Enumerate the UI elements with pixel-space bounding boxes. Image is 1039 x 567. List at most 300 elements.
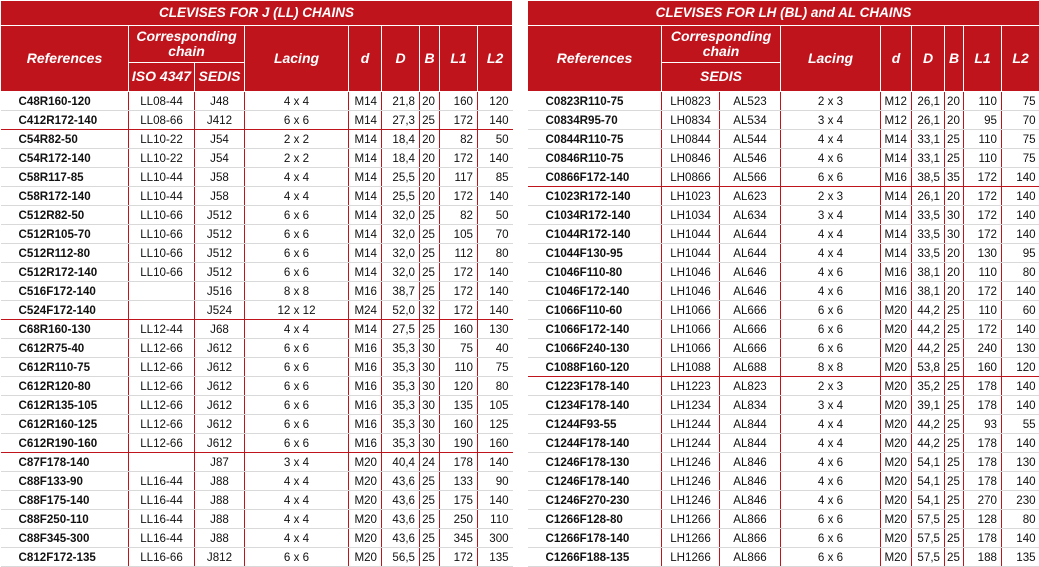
sedis-cell: J612 bbox=[195, 415, 245, 434]
chain-cell: LH1046 bbox=[662, 282, 720, 301]
B-cell: 25 bbox=[945, 434, 964, 453]
L2-cell: 300 bbox=[478, 529, 513, 548]
lacing-cell: 6 x 6 bbox=[245, 434, 349, 453]
chain-cell: LH1066 bbox=[662, 301, 720, 320]
sedis-cell: AL866 bbox=[720, 529, 781, 548]
d-cell: M20 bbox=[349, 548, 382, 567]
chain-cell: LH1046 bbox=[662, 263, 720, 282]
L1-cell: 178 bbox=[964, 453, 1002, 472]
L2-cell: 75 bbox=[1002, 130, 1039, 149]
L2-cell: 135 bbox=[1002, 548, 1039, 567]
B-cell: 20 bbox=[420, 149, 440, 168]
reference-cell: C88F175-140 bbox=[1, 491, 129, 510]
lacing-cell: 6 x 6 bbox=[245, 548, 349, 567]
B-cell: 20 bbox=[945, 92, 964, 111]
L2-cell: 140 bbox=[1002, 434, 1039, 453]
reference-cell: C1066F240-130 bbox=[528, 339, 662, 358]
table-row bbox=[1, 529, 513, 548]
sedis-cell: AL644 bbox=[720, 225, 781, 244]
table-row bbox=[528, 206, 1039, 225]
L2-cell: 120 bbox=[478, 92, 513, 111]
B-cell: 25 bbox=[945, 510, 964, 529]
L1-cell: 160 bbox=[440, 320, 478, 339]
L2-cell: 70 bbox=[1002, 111, 1039, 130]
L2-cell: 140 bbox=[1002, 168, 1039, 187]
sedis-cell: AL646 bbox=[720, 282, 781, 301]
L1-cell: 175 bbox=[440, 491, 478, 510]
d-cell: M14 bbox=[881, 187, 912, 206]
B-cell: 25 bbox=[945, 377, 964, 396]
lacing-cell: 6 x 6 bbox=[245, 111, 349, 130]
d-cell: M20 bbox=[881, 453, 912, 472]
B-cell: 25 bbox=[945, 130, 964, 149]
col-L1: L1 bbox=[964, 26, 1002, 92]
L1-cell: 112 bbox=[440, 244, 478, 263]
L2-cell: 95 bbox=[1002, 244, 1039, 263]
lacing-cell: 6 x 6 bbox=[245, 339, 349, 358]
reference-cell: C1266F188-135 bbox=[528, 548, 662, 567]
L1-cell: 178 bbox=[964, 396, 1002, 415]
table-title: CLEVISES FOR J (LL) CHAINS bbox=[1, 1, 513, 26]
table-row bbox=[1, 263, 513, 282]
reference-cell: C1246F270-230 bbox=[528, 491, 662, 510]
D-cell: 32,0 bbox=[382, 206, 420, 225]
D-cell: 53,8 bbox=[912, 358, 945, 377]
sedis-cell: J512 bbox=[195, 263, 245, 282]
sedis-cell: AL623 bbox=[720, 187, 781, 206]
reference-cell: C1023R172-140 bbox=[528, 187, 662, 206]
B-cell: 25 bbox=[945, 149, 964, 168]
reference-cell: C48R160-120 bbox=[1, 92, 129, 111]
clevises-lh-al-table bbox=[527, 0, 1039, 567]
lacing-cell: 4 x 4 bbox=[245, 472, 349, 491]
D-cell: 35,3 bbox=[382, 396, 420, 415]
L2-cell: 130 bbox=[1002, 453, 1039, 472]
lacing-cell: 4 x 6 bbox=[781, 453, 881, 472]
D-cell: 32,0 bbox=[382, 225, 420, 244]
L2-cell: 120 bbox=[1002, 358, 1039, 377]
L2-cell: 140 bbox=[1002, 206, 1039, 225]
reference-cell: C68R160-130 bbox=[1, 320, 129, 339]
L2-cell: 140 bbox=[1002, 225, 1039, 244]
col-lacing: Lacing bbox=[781, 26, 881, 92]
L1-cell: 128 bbox=[964, 510, 1002, 529]
table-row bbox=[1, 415, 513, 434]
table-row bbox=[528, 339, 1039, 358]
chain-cell: LL16-44 bbox=[129, 510, 195, 529]
d-cell: M16 bbox=[881, 263, 912, 282]
D-cell: 44,2 bbox=[912, 434, 945, 453]
lacing-cell: 4 x 4 bbox=[781, 225, 881, 244]
sedis-cell: AL544 bbox=[720, 130, 781, 149]
L1-cell: 110 bbox=[964, 130, 1002, 149]
L2-cell: 140 bbox=[478, 491, 513, 510]
reference-cell: C54R172-140 bbox=[1, 149, 129, 168]
D-cell: 25,5 bbox=[382, 187, 420, 206]
table-row bbox=[528, 187, 1039, 206]
reference-cell: C612R110-75 bbox=[1, 358, 129, 377]
L1-cell: 93 bbox=[964, 415, 1002, 434]
d-cell: M20 bbox=[881, 301, 912, 320]
lacing-cell: 2 x 2 bbox=[245, 130, 349, 149]
table-row bbox=[1, 491, 513, 510]
d-cell: M12 bbox=[881, 92, 912, 111]
table-row bbox=[1, 396, 513, 415]
lacing-cell: 8 x 8 bbox=[781, 358, 881, 377]
sedis-cell: AL666 bbox=[720, 339, 781, 358]
reference-cell: C1244F178-140 bbox=[528, 434, 662, 453]
reference-cell: C512R105-70 bbox=[1, 225, 129, 244]
D-cell: 44,2 bbox=[912, 339, 945, 358]
D-cell: 33,1 bbox=[912, 130, 945, 149]
reference-cell: C58R172-140 bbox=[1, 187, 129, 206]
reference-cell: C88F345-300 bbox=[1, 529, 129, 548]
B-cell: 25 bbox=[945, 472, 964, 491]
table-row bbox=[1, 358, 513, 377]
sedis-cell: J512 bbox=[195, 244, 245, 263]
reference-cell: C1234F178-140 bbox=[528, 396, 662, 415]
D-cell: 43,6 bbox=[382, 472, 420, 491]
lacing-cell: 4 x 6 bbox=[781, 263, 881, 282]
d-cell: M14 bbox=[349, 263, 382, 282]
table-row bbox=[1, 92, 513, 111]
lacing-cell: 6 x 6 bbox=[781, 529, 881, 548]
B-cell: 25 bbox=[945, 358, 964, 377]
L2-cell: 90 bbox=[478, 472, 513, 491]
B-cell: 25 bbox=[945, 339, 964, 358]
table-row bbox=[1, 339, 513, 358]
sedis-cell: AL546 bbox=[720, 149, 781, 168]
L1-cell: 172 bbox=[964, 206, 1002, 225]
sedis-cell: J516 bbox=[195, 282, 245, 301]
lacing-cell: 6 x 6 bbox=[245, 415, 349, 434]
L2-cell: 130 bbox=[478, 320, 513, 339]
lacing-cell: 6 x 6 bbox=[781, 510, 881, 529]
chain-cell: LH0834 bbox=[662, 111, 720, 130]
chain-cell: LH1044 bbox=[662, 244, 720, 263]
chain-cell: LH1223 bbox=[662, 377, 720, 396]
B-cell: 25 bbox=[420, 111, 440, 130]
D-cell: 52,0 bbox=[382, 301, 420, 320]
D-cell: 43,6 bbox=[382, 510, 420, 529]
L1-cell: 110 bbox=[440, 358, 478, 377]
d-cell: M14 bbox=[349, 92, 382, 111]
L2-cell: 110 bbox=[478, 510, 513, 529]
L1-cell: 172 bbox=[964, 225, 1002, 244]
table-row bbox=[528, 491, 1039, 510]
B-cell: 20 bbox=[420, 92, 440, 111]
lacing-cell: 6 x 6 bbox=[781, 301, 881, 320]
B-cell: 20 bbox=[420, 130, 440, 149]
d-cell: M20 bbox=[881, 396, 912, 415]
lacing-cell: 4 x 4 bbox=[245, 320, 349, 339]
lacing-cell: 3 x 4 bbox=[781, 206, 881, 225]
D-cell: 33,5 bbox=[912, 225, 945, 244]
B-cell: 25 bbox=[420, 491, 440, 510]
reference-cell: C0846R110-75 bbox=[528, 149, 662, 168]
L1-cell: 188 bbox=[964, 548, 1002, 567]
reference-cell: C512R172-140 bbox=[1, 263, 129, 282]
lacing-cell: 2 x 3 bbox=[781, 377, 881, 396]
table-row bbox=[528, 168, 1039, 187]
reference-cell: C1034R172-140 bbox=[528, 206, 662, 225]
L1-cell: 345 bbox=[440, 529, 478, 548]
D-cell: 38,5 bbox=[912, 168, 945, 187]
d-cell: M16 bbox=[349, 396, 382, 415]
B-cell: 30 bbox=[420, 396, 440, 415]
L2-cell: 50 bbox=[478, 130, 513, 149]
table-row bbox=[1, 472, 513, 491]
table-row bbox=[528, 301, 1039, 320]
D-cell: 38,1 bbox=[912, 282, 945, 301]
L2-cell: 140 bbox=[1002, 377, 1039, 396]
chain-cell: LH1244 bbox=[662, 415, 720, 434]
sedis-cell: AL566 bbox=[720, 168, 781, 187]
reference-cell: C88F133-90 bbox=[1, 472, 129, 491]
L2-cell: 125 bbox=[478, 415, 513, 434]
L2-cell: 105 bbox=[478, 396, 513, 415]
sedis-cell: J68 bbox=[195, 320, 245, 339]
chain-cell: LL16-44 bbox=[129, 529, 195, 548]
reference-cell: C0866F172-140 bbox=[528, 168, 662, 187]
d-cell: M14 bbox=[349, 130, 382, 149]
L1-cell: 270 bbox=[964, 491, 1002, 510]
reference-cell: C0834R95-70 bbox=[528, 111, 662, 130]
B-cell: 25 bbox=[945, 415, 964, 434]
chain-cell: LL08-66 bbox=[129, 111, 195, 130]
d-cell: M20 bbox=[881, 510, 912, 529]
sedis-cell: AL666 bbox=[720, 301, 781, 320]
chain-cell: LH0846 bbox=[662, 149, 720, 168]
d-cell: M16 bbox=[349, 434, 382, 453]
L1-cell: 135 bbox=[440, 396, 478, 415]
reference-cell: C0823R110-75 bbox=[528, 92, 662, 111]
reference-cell: C812F172-135 bbox=[1, 548, 129, 567]
chain-cell: LH1244 bbox=[662, 434, 720, 453]
L1-cell: 75 bbox=[440, 339, 478, 358]
lacing-cell: 6 x 6 bbox=[781, 320, 881, 339]
sedis-cell: AL866 bbox=[720, 548, 781, 567]
sedis-cell: J88 bbox=[195, 529, 245, 548]
D-cell: 32,0 bbox=[382, 244, 420, 263]
chain-cell: LH1023 bbox=[662, 187, 720, 206]
d-cell: M20 bbox=[349, 529, 382, 548]
B-cell: 30 bbox=[420, 415, 440, 434]
L2-cell: 160 bbox=[478, 434, 513, 453]
lacing-cell: 6 x 6 bbox=[245, 377, 349, 396]
table-row bbox=[1, 282, 513, 301]
lacing-cell: 6 x 6 bbox=[245, 206, 349, 225]
lacing-cell: 4 x 4 bbox=[781, 130, 881, 149]
d-cell: M14 bbox=[881, 130, 912, 149]
L1-cell: 178 bbox=[964, 472, 1002, 491]
chain-cell: LL16-44 bbox=[129, 472, 195, 491]
D-cell: 25,5 bbox=[382, 168, 420, 187]
L1-cell: 172 bbox=[964, 320, 1002, 339]
table-row bbox=[1, 206, 513, 225]
B-cell: 20 bbox=[945, 187, 964, 206]
sedis-cell: J88 bbox=[195, 491, 245, 510]
L1-cell: 172 bbox=[964, 168, 1002, 187]
d-cell: M14 bbox=[349, 187, 382, 206]
lacing-cell: 4 x 4 bbox=[781, 244, 881, 263]
D-cell: 39,1 bbox=[912, 396, 945, 415]
D-cell: 44,2 bbox=[912, 415, 945, 434]
reference-cell: C516F172-140 bbox=[1, 282, 129, 301]
table-title: CLEVISES FOR LH (BL) and AL CHAINS bbox=[528, 1, 1039, 26]
B-cell: 25 bbox=[420, 510, 440, 529]
L2-cell: 80 bbox=[478, 244, 513, 263]
D-cell: 18,4 bbox=[382, 149, 420, 168]
lacing-cell: 3 x 4 bbox=[781, 396, 881, 415]
chain-cell: LL10-66 bbox=[129, 225, 195, 244]
col-iso: ISO 4347 bbox=[129, 63, 195, 92]
L1-cell: 160 bbox=[440, 92, 478, 111]
d-cell: M20 bbox=[881, 491, 912, 510]
reference-cell: C58R117-85 bbox=[1, 168, 129, 187]
B-cell: 25 bbox=[945, 453, 964, 472]
D-cell: 32,0 bbox=[382, 263, 420, 282]
d-cell: M16 bbox=[349, 358, 382, 377]
lacing-cell: 6 x 6 bbox=[245, 396, 349, 415]
d-cell: M16 bbox=[881, 168, 912, 187]
col-L1: L1 bbox=[440, 26, 478, 92]
sedis-cell: AL846 bbox=[720, 472, 781, 491]
sedis-cell: AL666 bbox=[720, 320, 781, 339]
L1-cell: 160 bbox=[964, 358, 1002, 377]
d-cell: M14 bbox=[349, 149, 382, 168]
chain-cell: LH1034 bbox=[662, 206, 720, 225]
col-B: B bbox=[420, 26, 440, 92]
B-cell: 25 bbox=[945, 529, 964, 548]
B-cell: 25 bbox=[945, 396, 964, 415]
L1-cell: 172 bbox=[440, 149, 478, 168]
d-cell: M14 bbox=[881, 149, 912, 168]
clevises-j-table bbox=[0, 0, 513, 567]
reference-cell: C1266F128-80 bbox=[528, 510, 662, 529]
reference-cell: C54R82-50 bbox=[1, 130, 129, 149]
sedis-cell: AL846 bbox=[720, 491, 781, 510]
chain-cell: LH1266 bbox=[662, 548, 720, 567]
d-cell: M20 bbox=[349, 491, 382, 510]
lacing-cell: 6 x 6 bbox=[245, 225, 349, 244]
B-cell: 25 bbox=[420, 225, 440, 244]
B-cell: 35 bbox=[945, 168, 964, 187]
col-L2: L2 bbox=[478, 26, 513, 92]
L1-cell: 240 bbox=[964, 339, 1002, 358]
L1-cell: 105 bbox=[440, 225, 478, 244]
L2-cell: 85 bbox=[478, 168, 513, 187]
table-row bbox=[1, 168, 513, 187]
reference-cell: C1223F178-140 bbox=[528, 377, 662, 396]
chain-cell: LH1066 bbox=[662, 320, 720, 339]
reference-cell: C1088F160-120 bbox=[528, 358, 662, 377]
B-cell: 30 bbox=[420, 358, 440, 377]
L1-cell: 172 bbox=[440, 301, 478, 320]
D-cell: 40,4 bbox=[382, 453, 420, 472]
reference-cell: C1046F172-140 bbox=[528, 282, 662, 301]
L2-cell: 75 bbox=[1002, 149, 1039, 168]
L1-cell: 110 bbox=[964, 301, 1002, 320]
table-row bbox=[1, 225, 513, 244]
reference-cell: C612R160-125 bbox=[1, 415, 129, 434]
lacing-cell: 12 x 12 bbox=[245, 301, 349, 320]
L2-cell: 140 bbox=[478, 149, 513, 168]
lacing-cell: 6 x 6 bbox=[781, 548, 881, 567]
D-cell: 44,2 bbox=[912, 320, 945, 339]
chain-cell: LH1246 bbox=[662, 491, 720, 510]
table-row bbox=[528, 282, 1039, 301]
D-cell: 18,4 bbox=[382, 130, 420, 149]
chain-cell: LL12-66 bbox=[129, 396, 195, 415]
d-cell: M14 bbox=[349, 225, 382, 244]
d-cell: M14 bbox=[349, 168, 382, 187]
L1-cell: 178 bbox=[964, 529, 1002, 548]
d-cell: M16 bbox=[349, 415, 382, 434]
L1-cell: 82 bbox=[440, 206, 478, 225]
D-cell: 57,5 bbox=[912, 529, 945, 548]
chain-cell: LL08-44 bbox=[129, 92, 195, 111]
L2-cell: 140 bbox=[478, 301, 513, 320]
B-cell: 25 bbox=[945, 491, 964, 510]
lacing-cell: 3 x 4 bbox=[245, 453, 349, 472]
chain-cell: LH1266 bbox=[662, 529, 720, 548]
d-cell: M20 bbox=[349, 472, 382, 491]
L1-cell: 117 bbox=[440, 168, 478, 187]
d-cell: M20 bbox=[349, 453, 382, 472]
d-cell: M16 bbox=[349, 339, 382, 358]
lacing-cell: 3 x 4 bbox=[781, 111, 881, 130]
chain-cell: LL12-66 bbox=[129, 434, 195, 453]
L1-cell: 178 bbox=[964, 434, 1002, 453]
D-cell: 43,6 bbox=[382, 491, 420, 510]
chain-cell: LL10-44 bbox=[129, 187, 195, 206]
d-cell: M20 bbox=[881, 434, 912, 453]
d-cell: M16 bbox=[349, 282, 382, 301]
L1-cell: 110 bbox=[964, 92, 1002, 111]
D-cell: 38,7 bbox=[382, 282, 420, 301]
chain-cell: LH1234 bbox=[662, 396, 720, 415]
chain-cell: LL10-66 bbox=[129, 206, 195, 225]
col-d: d bbox=[349, 26, 382, 92]
table-row bbox=[1, 434, 513, 453]
sedis-cell: J58 bbox=[195, 187, 245, 206]
B-cell: 25 bbox=[420, 529, 440, 548]
D-cell: 27,5 bbox=[382, 320, 420, 339]
sedis-cell: J512 bbox=[195, 225, 245, 244]
lacing-cell: 4 x 4 bbox=[781, 415, 881, 434]
lacing-cell: 4 x 4 bbox=[781, 434, 881, 453]
lacing-cell: 4 x 4 bbox=[245, 529, 349, 548]
L2-cell: 75 bbox=[478, 358, 513, 377]
table-row bbox=[528, 358, 1039, 377]
D-cell: 35,3 bbox=[382, 358, 420, 377]
L2-cell: 55 bbox=[1002, 415, 1039, 434]
L2-cell: 130 bbox=[1002, 339, 1039, 358]
B-cell: 20 bbox=[945, 111, 964, 130]
reference-cell: C1246F178-130 bbox=[528, 453, 662, 472]
table-row bbox=[1, 548, 513, 567]
sedis-cell: J48 bbox=[195, 92, 245, 111]
table-row bbox=[528, 225, 1039, 244]
chain-cell bbox=[129, 453, 195, 472]
B-cell: 25 bbox=[420, 548, 440, 567]
d-cell: M20 bbox=[881, 377, 912, 396]
col-B: B bbox=[945, 26, 964, 92]
sedis-cell: J612 bbox=[195, 339, 245, 358]
reference-cell: C612R75-40 bbox=[1, 339, 129, 358]
sedis-cell: J87 bbox=[195, 453, 245, 472]
